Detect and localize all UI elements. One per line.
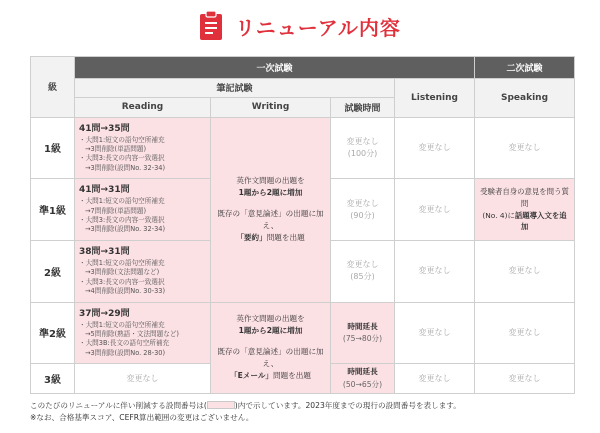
time-cell (331, 364, 395, 394)
time-status: 時間延長 (347, 367, 378, 377)
time-header: 試験時間 (331, 98, 395, 118)
reading-cell: 変更なし (75, 364, 211, 394)
first-exam-header: 一次試験 (75, 57, 475, 79)
listening-cell: 変更なし (395, 179, 475, 241)
written-exam-header: 筆記試験 (75, 78, 395, 98)
page-title: リニューアル内容 (235, 15, 401, 40)
question-count: 37問→29問 (79, 308, 130, 319)
speaking-cell: 変更なし (475, 117, 575, 179)
reading-detail: →4問削除(設問No. 30-33) (85, 286, 166, 295)
writing-line-bold: 「Eメール」 (230, 371, 274, 381)
reading-detail: →3問削除(設問No. 28-30) (85, 348, 166, 357)
grade-label: 準1級 (31, 179, 75, 241)
grade-label: 1級 (31, 117, 75, 179)
time-status: 時間延長 (347, 321, 378, 331)
grade-label: 準2級 (31, 302, 75, 364)
reading-detail: →3問削除(設問No. 32-34) (85, 163, 166, 172)
reading-detail: →3問削除(設問No. 32-34) (85, 225, 166, 234)
listening-header: Listening (395, 78, 475, 117)
writing-line-bold: 「要約」 (236, 233, 267, 243)
speaking-line: 受験者自身の意見を問う質問 (480, 186, 569, 208)
footer-notes (30, 400, 590, 424)
time-value: (90分) (350, 210, 375, 220)
listening-cell: 変更なし (395, 240, 475, 302)
reading-detail: ・大問3:長文の内容一致選択 (79, 154, 165, 163)
footer-text: このたびのリニューアルに伴い削減する設問番号は( (30, 401, 207, 410)
speaking-line-bold: 話題導入文を追加 (514, 210, 567, 232)
page-title-block (0, 8, 600, 44)
writing-line: 英作文問題の出題を (236, 175, 305, 185)
question-count: 38問→31問 (79, 247, 130, 258)
reading-detail: ・大問3:長文の内容一致選択 (79, 215, 165, 224)
reading-detail: →5問削除(熟語・文法問題など) (85, 329, 179, 338)
writing-line: 問題を出題 (266, 233, 305, 243)
speaking-cell: 変更なし (475, 364, 575, 394)
time-cell (331, 117, 395, 179)
footer-line (30, 400, 590, 412)
grade-label: 2級 (31, 240, 75, 302)
speaking-cell: 変更なし (475, 302, 575, 364)
listening-cell: 変更なし (395, 117, 475, 179)
writing-line: 英作文問題の出題を (236, 313, 305, 323)
writing-header: Writing (211, 98, 331, 118)
speaking-line: (No. 4)に (482, 210, 515, 220)
highlight-swatch (207, 401, 235, 409)
footer-line: ※なお、合格基準スコア、CEFR算出範囲の変更はございません。 (30, 413, 254, 423)
time-status: 変更なし (346, 198, 379, 208)
table-row (31, 302, 575, 364)
reading-detail: →7問削除(単語問題) (85, 206, 147, 215)
speaking-header: Speaking (475, 78, 575, 117)
time-value: (100分) (347, 148, 378, 158)
second-exam-header: 二次試験 (475, 57, 575, 79)
time-value: (85分) (350, 272, 375, 282)
listening-cell: 変更なし (395, 364, 475, 394)
question-count: 41問→35問 (79, 123, 130, 134)
time-status: 変更なし (346, 136, 379, 146)
reading-cell (75, 117, 211, 179)
table-row (31, 117, 575, 179)
reading-detail: →3問削除(単語問題) (85, 144, 147, 153)
writing-cell-upper (211, 117, 331, 302)
grade-header: 級 (31, 57, 75, 118)
speaking-cell (475, 179, 575, 241)
time-value: (50→65分) (342, 379, 383, 389)
reading-detail: ・大問1:短文の語句空所補充 (79, 320, 165, 329)
reading-detail: →3問削除(文法問題など) (85, 268, 160, 277)
reading-detail: ・大問3B:長文の語句空所補充 (79, 339, 170, 348)
writing-cell-lower (211, 302, 331, 393)
time-value: (75→80分) (342, 333, 383, 343)
writing-line-bold: 1題から2題に増加 (238, 326, 303, 336)
speaking-cell: 変更なし (475, 240, 575, 302)
document-icon (199, 11, 225, 41)
reading-cell (75, 240, 211, 302)
writing-line: 既存の「意見論述」の出題に加え、 (217, 347, 324, 369)
grade-label: 3級 (31, 364, 75, 394)
reading-detail: ・大問3:長文の内容一致選択 (79, 277, 165, 286)
reading-cell (75, 302, 211, 364)
time-cell (331, 179, 395, 241)
reading-cell (75, 179, 211, 241)
reading-detail: ・大問1:短文の語句空所補充 (79, 135, 165, 144)
reading-header: Reading (75, 98, 211, 118)
writing-line: 既存の「意見論述」の出題に加え、 (217, 208, 324, 231)
writing-line-bold: 1題から2題に増加 (238, 187, 303, 197)
question-count: 41問→31問 (79, 185, 130, 196)
writing-line: 問題を出題 (273, 371, 311, 381)
listening-cell: 変更なし (395, 302, 475, 364)
time-cell (331, 240, 395, 302)
reading-detail: ・大問1:短文の語句空所補充 (79, 197, 165, 206)
reading-detail: ・大問1:短文の語句空所補充 (79, 258, 165, 267)
footer-text: )内で示しています。2023年度までの現行の設問番号を表します。 (234, 401, 461, 410)
time-status: 変更なし (346, 260, 379, 270)
time-cell (331, 302, 395, 364)
renewal-table (30, 56, 575, 394)
